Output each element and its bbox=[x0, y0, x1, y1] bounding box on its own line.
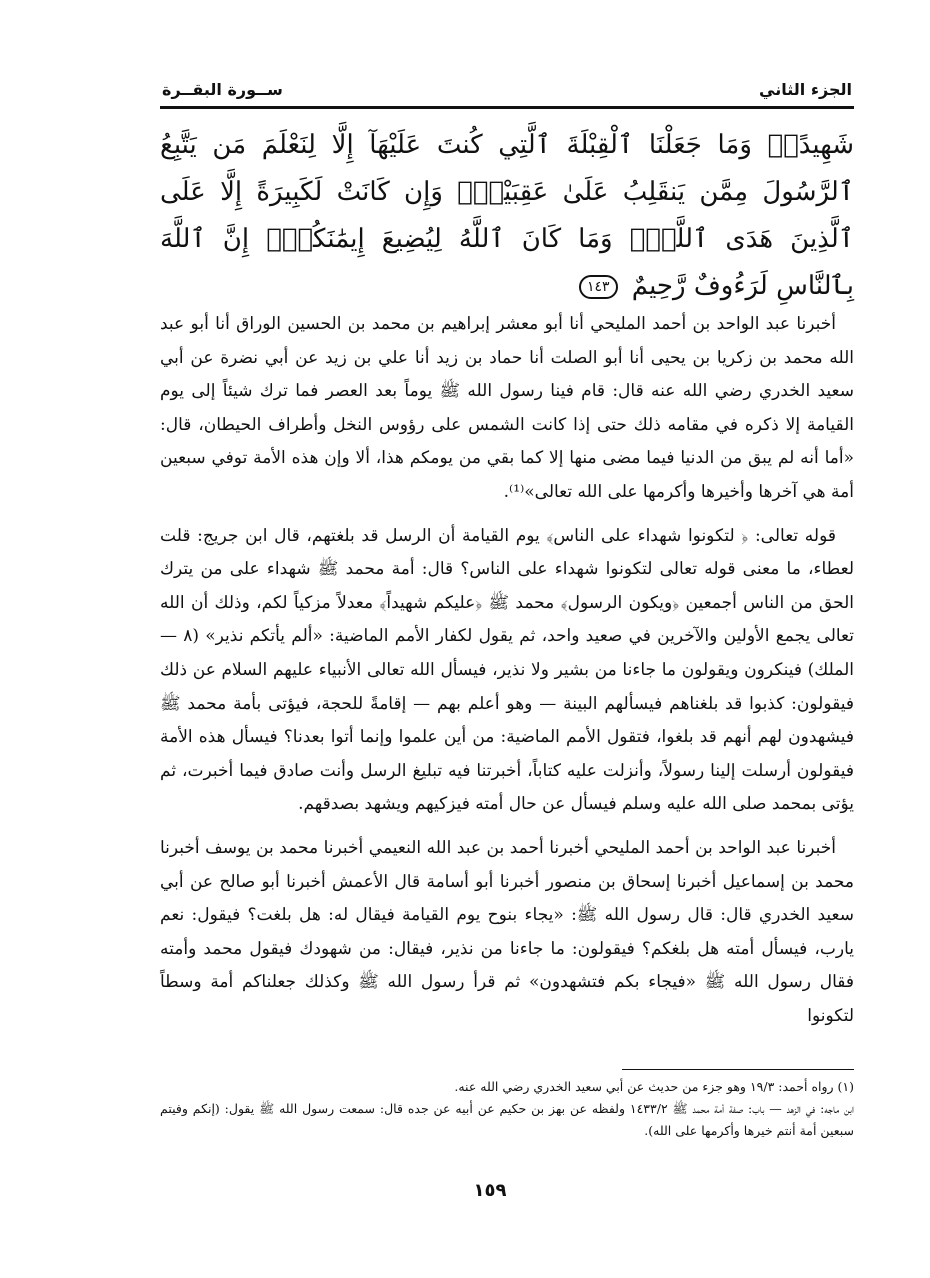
part-label: الجزء الثاني bbox=[759, 79, 852, 99]
ayah-number-marker: ١٤٣ bbox=[579, 275, 618, 299]
header-divider bbox=[160, 106, 854, 109]
quran-verse bbox=[160, 122, 854, 310]
footnotes bbox=[160, 1076, 854, 1142]
footnote-1: (١) رواه أحمد: ١٩/٣ وهو جزء من حديث عن أبي سعيد الخدري رضي الله عنه. bbox=[454, 1079, 854, 1094]
verse-text: شَهِيدًاۗ وَمَا جَعَلْنَا ٱلْقِبْلَةَ ٱلَّتِي كُنتَ عَلَيْهَآ إِلَّا لِنَعْلَمَ مَن يَتَّبِعُ ٱلرَّسُولَ مِمَّن يَنقَلِبُ عَلَىٰ عَقِبَيْهِۚ وَإِن كَانَتْ لَكَبِيرَةً إِلَّا عَلَى ٱلَّذِينَ هَدَى ٱللَّهُۗ وَمَا كَانَ ٱللَّهُ لِيُضِيعَ إِيمَٰنَكُمْۚ إِنَّ ٱللَّهَ بِٱلنَّاسِ لَرَءُوفٌ رَّحِيمٌ bbox=[160, 130, 854, 301]
running-header bbox=[162, 72, 852, 106]
paragraph-2: قوله تعالى: ﴿ لتكونوا شهداء على الناس﴾ يوم القيامة أن الرسل قد بلغتهم، قال ابن جريج: قلت لعطاء، ما معنى قوله تعالى لتكونوا شهداء على الناس؟ قال: أمة محمد ﷺ شهداء على من يترك الحق من الناس أجمعين ﴿ويكون الرسول﴾ محمد ﷺ ﴿عليكم شهيداً﴾ معدلاً مزكياً لكم، وذلك أن الله تعالى يجمع الأولين والآخرين في صعيد واحد، ثم يقول لكفار الأمم الماضية: «ألم يأتكم نذير» (٨ — الملك) فينكرون ويقولون ما جاءنا من بشير ولا نذير، فيسأل الله تعالى الأنبياء عليهم السلام عن ذلك فيقولون: كذبوا قد بلغناهم فيسألهم البينة — وهو أعلم بهم — إقامةً للحجة، فيؤتى بأمة محمد ﷺ فيشهدون لهم أنهم قد بلغوا، فتقول الأمم الماضية: من أين علموا وإنما أتوا بعدنا؟ فيسأل هذه الأمة فيقولون أرسلت إلينا رسولاً، وأنزلت عليه كتاباً، أخبرتنا فيه تبليغ الرسل وأنت صادق فيما أخبرت، ثم يؤتى بمحمد صلى الله عليه وسلم فيسأل عن حال أمته فيزكيهم ويشهد بصدقهم. bbox=[160, 525, 854, 815]
footnote-2: ابن ماجه: في الزهد — باب: صفة أمة محمد ﷺ ١٤٣٣/٢ ولفظه عن بهز بن حكيم عن أبيه عن جده قال: سمعت رسول الله ﷺ يقول: (إنكم وفيتم سبعين أمة أنتم خيرها وأكرمها على الله). bbox=[160, 1101, 854, 1138]
paragraph-1: أخبرنا عبد الواحد بن أحمد المليحي أنا أبو معشر إبراهيم بن محمد بن الحسين الوراق أنا أبو عبد الله محمد بن زكريا بن يحيى أنا أبو الصلت أنا حماد بن زيد أنا علي بن زيد عن أبي نضرة عن أبي سعيد الخدري رضي الله عنه قال: قام فينا رسول الله ﷺ يوماً بعد العصر فما ترك شيئاً إلى يوم القيامة إلا ذكره في مقامه ذلك حتى إذا كانت الشمس على رؤوس النخل وأطراف الحيطان، قال: «أما أنه لم يبق من الدنيا فيما مضى منها إلا كما بقي من يومكم هذا، ألا وإن هذه الأمة توفي سبعين أمة هي آخرها وأخيرها وأكرمها على الله تعالى»⁽¹⁾. bbox=[160, 314, 854, 502]
paragraph-3: أخبرنا عبد الواحد بن أحمد المليحي أخبرنا أحمد بن عبد الله النعيمي أخبرنا محمد بن يوسف أخبرنا محمد بن إسماعيل أخبرنا إسحاق بن منصور أخبرنا أبو أسامة قال الأعمش أخبرنا أبو صالح عن أبي سعيد الخدري قال: قال رسول الله ﷺ: «يجاء بنوح يوم القيامة فيقال له: هل بلغت؟ فيقول: نعم يارب، فيسأل أمته هل بلغكم؟ فيقولون: ما جاءنا من نذير، فيقال: من شهودك فيقول محمد وأمته فقال رسول الله ﷺ «فيجاء بكم فتشهدون» ثم قرأ رسول الله ﷺ وكذلك جعلناكم أمة وسطاً لتكونوا bbox=[160, 837, 854, 1026]
page-number: ١٥٩ bbox=[473, 1180, 507, 1201]
surah-label: ســورة البقــرة bbox=[162, 79, 283, 99]
commentary-body bbox=[160, 308, 854, 1043]
footnote-divider bbox=[622, 1069, 854, 1070]
